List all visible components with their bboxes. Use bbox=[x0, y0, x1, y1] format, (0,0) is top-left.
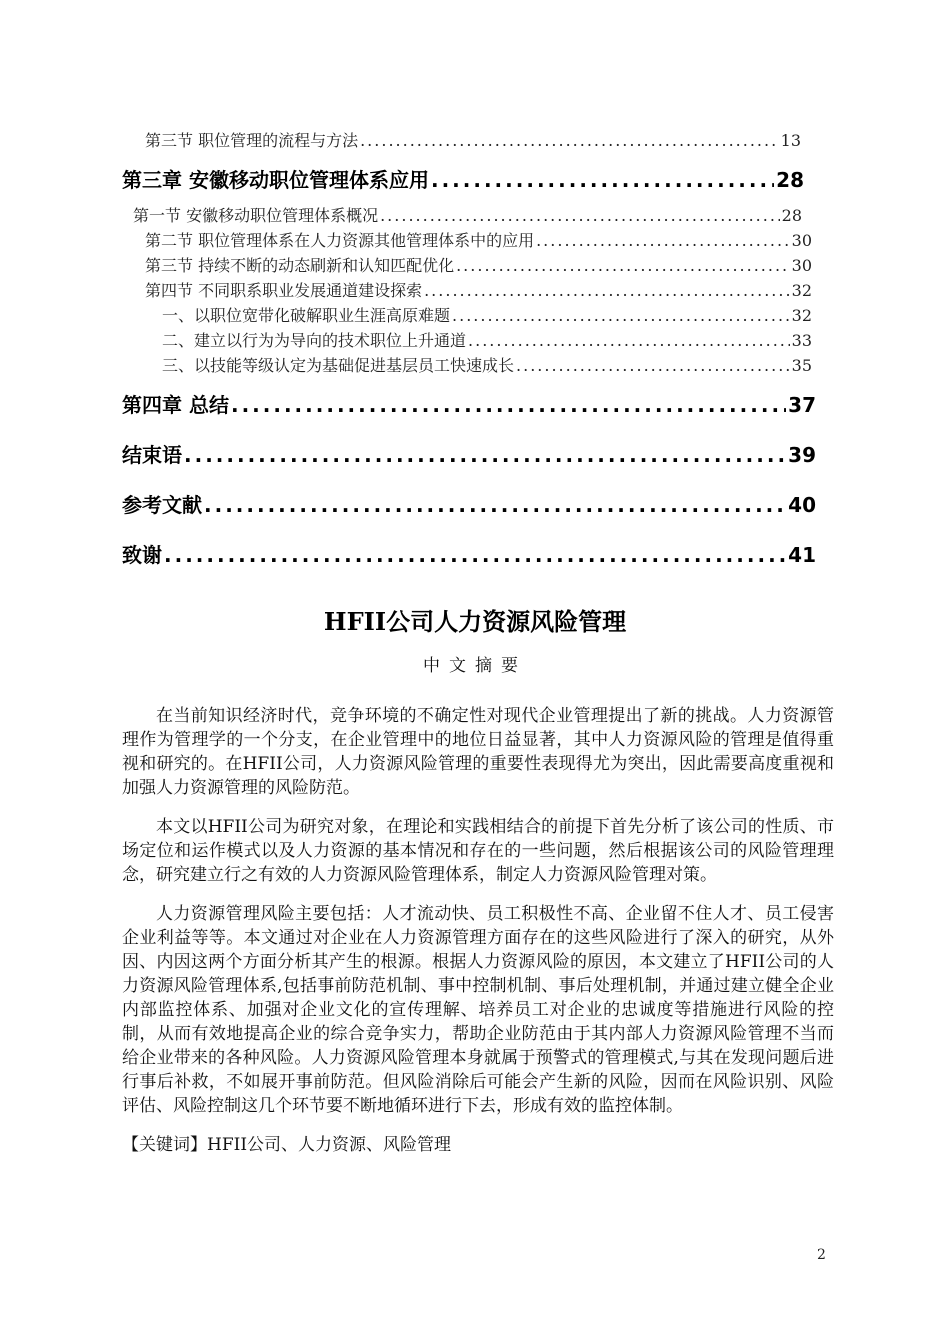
toc-leader-dots bbox=[204, 493, 786, 517]
abstract-paragraph-2: 本文以HFII公司为研究对象，在理论和实践相结合的前提下首先分析了该公司的性质、市场定位和运作模式以及人力资源的基本情况和存在的一些问题，然后根据该公司的风险管理理念，研究建立行之有效的人力资源风险管理体系，制定人力资源风险管理对策。 bbox=[122, 817, 834, 885]
toc-page: 28 bbox=[776, 168, 804, 192]
toc-page: 39 bbox=[788, 443, 816, 467]
toc-label: 第一节 安徽移动职位管理体系概况 bbox=[133, 206, 379, 225]
abstract-body bbox=[122, 704, 834, 1157]
toc-page: 30 bbox=[791, 256, 812, 275]
toc-label: 第三节 持续不断的动态刷新和认知匹配优化 bbox=[145, 256, 455, 275]
toc-page: 40 bbox=[788, 493, 816, 517]
toc-entry-conclusion[interactable] bbox=[122, 439, 816, 468]
toc-page: 33 bbox=[791, 331, 812, 350]
toc-entry-references[interactable] bbox=[122, 489, 816, 518]
toc-label: 第三节 职位管理的流程与方法 bbox=[145, 131, 359, 150]
toc-leader-dots bbox=[184, 443, 786, 467]
toc-entry-sec-3-1[interactable] bbox=[133, 203, 802, 226]
toc-page: 32 bbox=[791, 306, 812, 325]
toc-leader-dots bbox=[424, 281, 790, 300]
toc-label: 二、建立以行为为导向的技术职位上升通道 bbox=[162, 331, 467, 350]
toc-entry-sec-3-2[interactable] bbox=[145, 228, 812, 251]
toc-page: 30 bbox=[791, 231, 812, 250]
toc-label: 一、以职位宽带化破解职业生涯高原难题 bbox=[162, 306, 451, 325]
toc-leader-dots bbox=[452, 306, 790, 325]
toc-leader-dots bbox=[456, 256, 790, 275]
toc-entry-thanks[interactable] bbox=[122, 539, 816, 568]
toc-leader-dots bbox=[431, 168, 774, 192]
abstract-paragraph-3: 人力资源管理风险主要包括：人才流动快、员工积极性不高、企业留不住人才、员工侵害企业利益等等。本文通过对企业在人力资源管理方面存在的这些风险进行了深入的研究，从外因、内因这两个方面分析其产生的根源。根据人力资源风险的原因，本文建立了HFII公司的人力资源风险管理体系,包括事前防范机制、事中控制机制、事后处理机制，并通过建立健全企业内部监控体系、加强对企业文化的宣传理解、培养员工对企业的忠诚度等措施进行风险的控制，从而有效地提高企业的综合竞争实力，帮助企业防范由于其内部人力资源风险管理不当而给企业带来的各种风险。人力资源风险管理本身就属于预警式的管理模式,与其在发现问题后进行事后补救，不如展开事前防范。但风险消除后可能会产生新的风险，因而在风险识别、风险评估、风险控制这几个环节要不断地循环进行下去，形成有效的监控体制。 bbox=[122, 904, 834, 1116]
toc-leader-dots bbox=[231, 393, 786, 417]
toc-label: 第四节 不同职系职业发展通道建设探索 bbox=[145, 281, 423, 300]
document-title: HFII公司人力资源风险管理 bbox=[323, 607, 627, 636]
toc-label: 致谢 bbox=[122, 543, 162, 567]
toc-page: 28 bbox=[781, 206, 802, 225]
toc-leader-dots bbox=[536, 231, 790, 250]
toc-leader-dots bbox=[164, 543, 786, 567]
toc-entry-sec-3-3b[interactable] bbox=[145, 253, 812, 276]
toc-label: 第四章 总结 bbox=[122, 393, 229, 417]
keywords-line: 【关键词】HFII公司、人力资源、风险管理 bbox=[122, 1135, 452, 1155]
toc-page: 37 bbox=[788, 393, 816, 417]
toc-leader-dots bbox=[468, 331, 790, 350]
toc-entry-item-2[interactable] bbox=[162, 328, 812, 351]
toc-entry-item-1[interactable] bbox=[162, 303, 812, 326]
toc-entry-item-3[interactable] bbox=[162, 353, 812, 376]
toc-leader-dots bbox=[380, 206, 780, 225]
toc-label: 第三章 安徽移动职位管理体系应用 bbox=[122, 168, 429, 192]
toc-entry-chapter-3[interactable] bbox=[122, 164, 804, 193]
toc-label: 三、以技能等级认定为基础促进基层员工快速成长 bbox=[162, 356, 515, 375]
toc-leader-dots bbox=[516, 356, 790, 375]
toc-label: 参考文献 bbox=[122, 493, 202, 517]
abstract-paragraph-1: 在当前知识经济时代，竞争环境的不确定性对现代企业管理提出了新的挑战。人力资源管理作为管理学的一个分支，在企业管理中的地位日益显著，其中人力资源风险的管理是值得重视和研究的。在HFII公司，人力资源风险管理的重要性表现得尤为突出，因此需要高度重视和加强人力资源管理的风险防范。 bbox=[122, 706, 834, 798]
toc-label: 结束语 bbox=[122, 443, 182, 467]
toc-page: 35 bbox=[791, 356, 812, 375]
toc-entry-sec-3-3[interactable] bbox=[145, 128, 801, 151]
abstract-heading: 中文摘要 bbox=[423, 656, 527, 676]
page-number: 2 bbox=[817, 1247, 826, 1263]
toc-label: 第二节 职位管理体系在人力资源其他管理体系中的应用 bbox=[145, 231, 535, 250]
toc-page: 13 bbox=[780, 131, 801, 150]
toc-entry-sec-3-4[interactable] bbox=[145, 278, 812, 301]
toc-entry-chapter-4[interactable] bbox=[122, 389, 816, 418]
toc-page: 32 bbox=[791, 281, 812, 300]
toc-leader-dots bbox=[360, 131, 779, 150]
toc-page: 41 bbox=[788, 543, 816, 567]
